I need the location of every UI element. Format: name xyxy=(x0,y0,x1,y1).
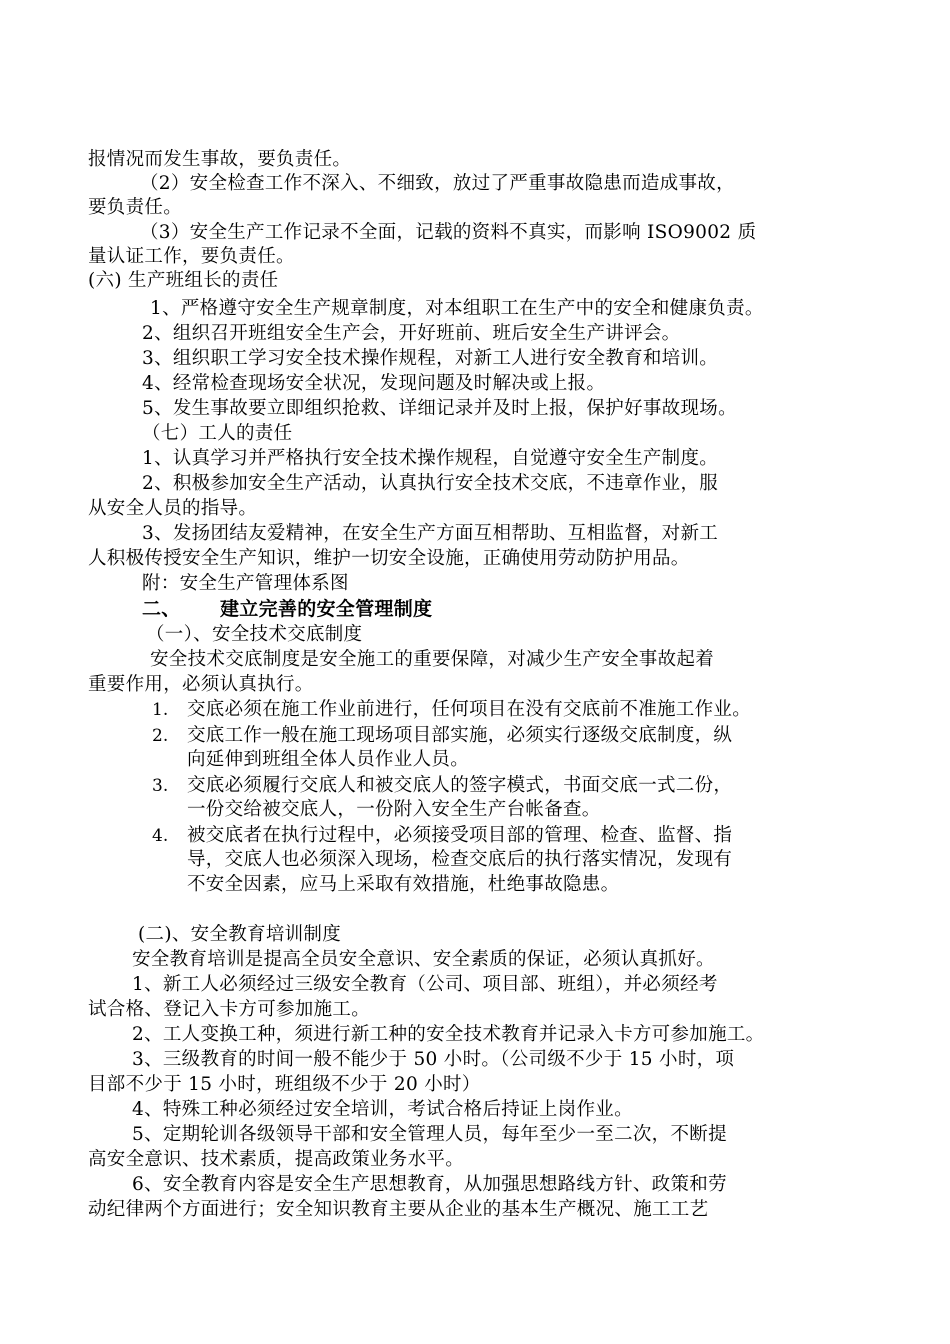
text-line: 2、组织召开班组安全生产会，开好班前、班后安全生产讲评会。 xyxy=(142,323,681,344)
text-line: 3、组织职工学习安全技术操作规程，对新工人进行安全教育和培训。 xyxy=(142,348,719,369)
list-item-text: 一份交给被交底人，一份附入安全生产台帐备查。 xyxy=(187,799,601,820)
list-item-text: 交底必须履行交底人和被交底人的签字模式，书面交底一式二份， xyxy=(187,775,733,796)
text-line: 4、特殊工种必须经过安全培训，考试合格后持证上岗作业。 xyxy=(132,1099,633,1120)
list-item-text: 交底工作一般在施工现场项目部实施，必须实行逐级交底制度，纵 xyxy=(187,725,733,746)
text-line: 2、工人变换工种，须进行新工种的安全技术教育并记录入卡方可参加施工。 xyxy=(132,1024,765,1045)
list-number: 2. xyxy=(152,726,169,746)
text-line: 动纪律两个方面进行；安全知识教育主要从企业的基本生产概况、施工工艺 xyxy=(88,1199,709,1220)
text-line: 1、认真学习并严格执行安全技术操作规程，自觉遵守安全生产制度。 xyxy=(142,448,719,469)
text-line: 试合格、登记入卡方可参加施工。 xyxy=(88,999,371,1020)
text-line: （3）安全生产工作记录不全面，记载的资料不真实，而影响 ISO9002 质 xyxy=(140,222,757,243)
section-heading: (二)、安全教育培训制度 xyxy=(138,924,342,945)
text-line: 3、发扬团结友爱精神，在安全生产方面互相帮助、互相监督，对新工 xyxy=(142,523,719,544)
text-line: 4、经常检查现场安全状况，发现问题及时解决或上报。 xyxy=(142,373,606,394)
text-line: 2、积极参加安全生产活动，认真执行安全技术交底，不违章作业，服 xyxy=(142,473,719,494)
text-line: 6、安全教育内容是安全生产思想教育，从加强思想路线方针、政策和劳 xyxy=(132,1174,727,1195)
list-item-text: 交底必须在施工作业前进行，任何项目在没有交底前不准施工作业。 xyxy=(187,699,752,720)
text-line: 目部不少于 15 小时，班组级不少于 20 小时） xyxy=(88,1074,481,1095)
text-line: 1、严格遵守安全生产规章制度，对本组职工在生产中的安全和健康负责。 xyxy=(150,298,764,319)
section-heading: （一）、安全技术交底制度 xyxy=(146,624,363,645)
text-line: （2）安全检查工作不深入、不细致，放过了严重事故隐患而造成事故， xyxy=(140,173,735,194)
text-line: 3、三级教育的时间一般不能少于 50 小时。（公司级不少于 15 小时，项 xyxy=(132,1049,735,1070)
list-number: 3. xyxy=(152,776,169,796)
text-line: 附：安全生产管理体系图 xyxy=(142,573,349,594)
list-item-text: 向延伸到班组全体人员作业人员。 xyxy=(187,749,470,770)
text-line: 人积极传授安全生产知识，维护一切安全设施，正确使用劳动防护用品。 xyxy=(88,548,690,569)
text-line: 安全技术交底制度是安全施工的重要保障，对减少生产安全事故起着 xyxy=(150,649,715,670)
list-number: 1. xyxy=(152,700,169,720)
list-item-text: 导，交底人也必须深入现场，检查交底后的执行落实情况，发现有 xyxy=(187,849,733,870)
text-line: 要负责任。 xyxy=(88,197,183,218)
text-line: 1、新工人必须经过三级安全教育（公司、项目部、班组），并必须经考 xyxy=(132,974,718,995)
text-line: 报情况而发生事故，要负责任。 xyxy=(88,149,352,170)
text-line: 5、定期轮训各级领导干部和安全管理人员，每年至少一至二次，不断提 xyxy=(132,1124,727,1145)
chapter-title: 建立完善的安全管理制度 xyxy=(220,598,433,620)
text-line: 安全教育培训是提高全员安全意识、安全素质的保证，必须认真抓好。 xyxy=(132,949,715,970)
list-item-text: 不安全因素，应马上采取有效措施，杜绝事故隐患。 xyxy=(187,874,620,895)
section-heading: （七）工人的责任 xyxy=(142,423,293,444)
text-line: 5、发生事故要立即组织抢救、详细记录并及时上报，保护好事故现场。 xyxy=(142,398,737,419)
text-line: 从安全人员的指导。 xyxy=(88,498,258,519)
text-line: 量认证工作，要负责任。 xyxy=(88,246,295,267)
text-line: 重要作用，必须认真执行。 xyxy=(88,674,314,695)
chapter-number: 二、 xyxy=(142,598,181,620)
text-line: 高安全意识、技术素质，提高政策业务水平。 xyxy=(88,1149,465,1170)
section-heading: (六) 生产班组长的责任 xyxy=(88,270,279,291)
list-number: 4. xyxy=(152,826,169,846)
list-item-text: 被交底者在执行过程中，必须接受项目部的管理、检查、监督、指 xyxy=(187,825,733,846)
